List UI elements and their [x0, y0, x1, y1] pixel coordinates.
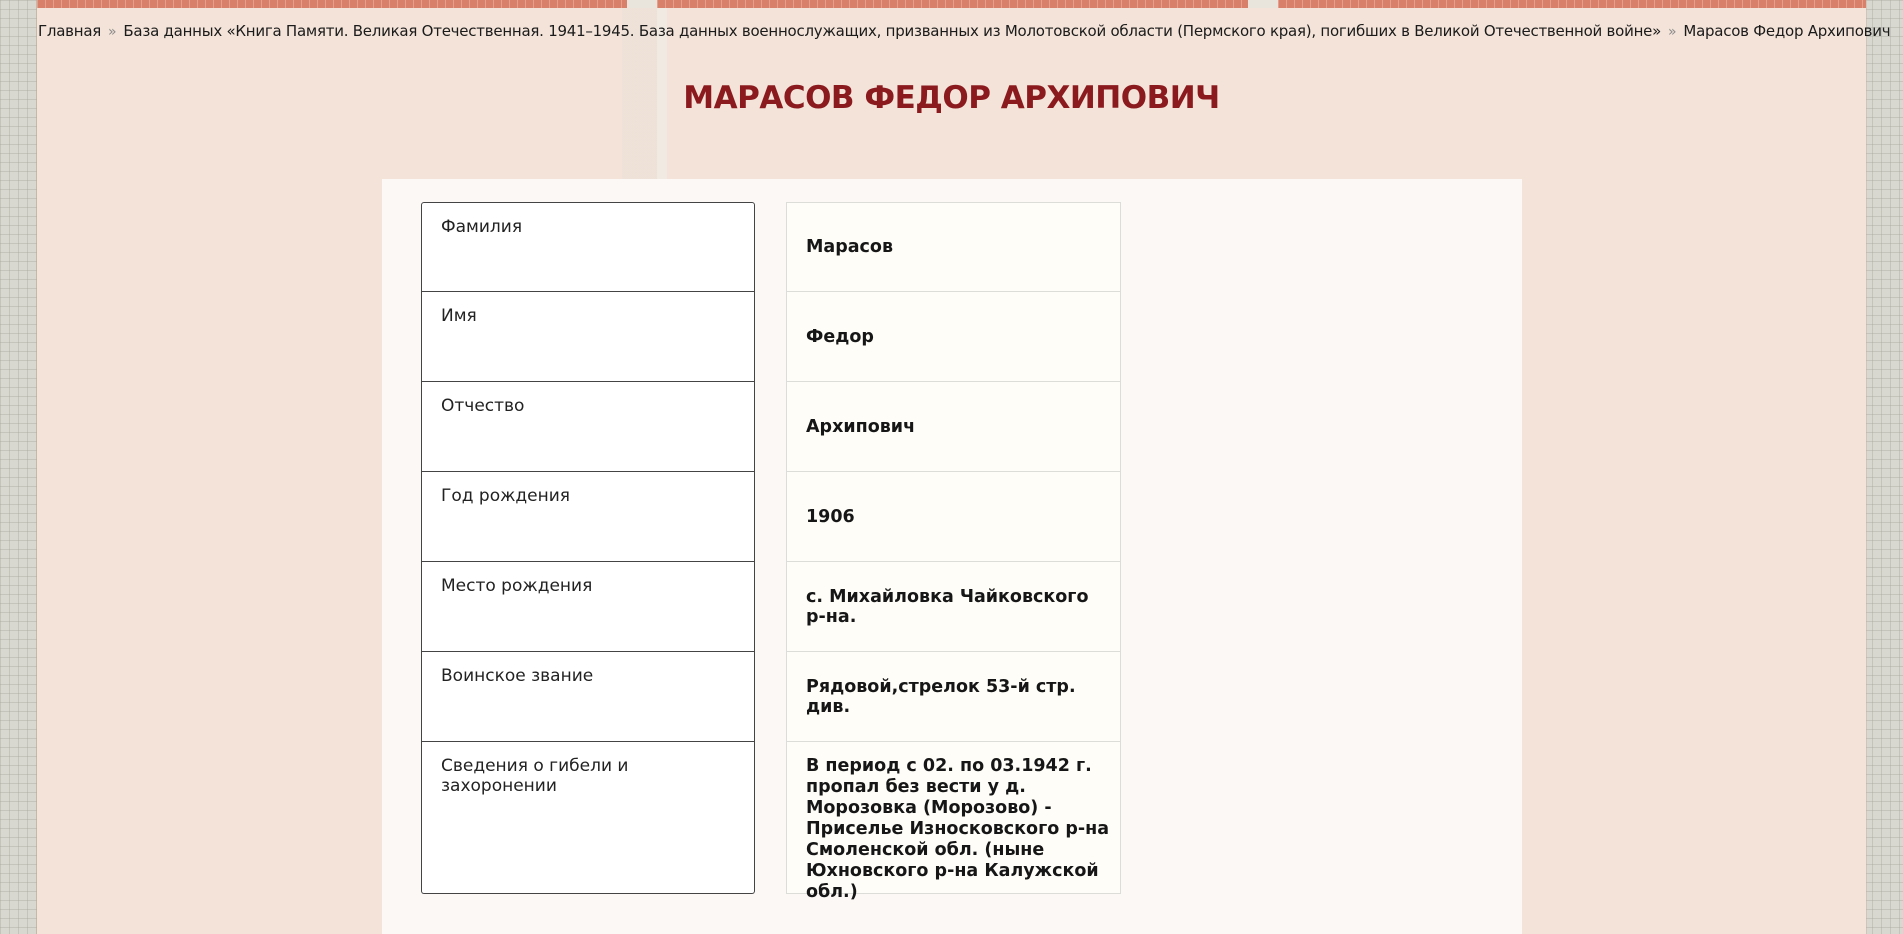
- field-value: Федор: [786, 292, 1121, 382]
- decorative-top-strip: [37, 0, 1866, 8]
- breadcrumb-separator: »: [108, 24, 117, 40]
- record-row-patronymic: [421, 382, 1121, 472]
- record-row-name: [421, 292, 1121, 382]
- record-panel: [382, 179, 1522, 934]
- record-row-surname: [421, 202, 1121, 292]
- field-label: Сведения о гибели и захоронении: [421, 742, 755, 894]
- field-label: Воинское звание: [421, 652, 755, 742]
- field-value: Архипович: [786, 382, 1121, 472]
- field-label: Фамилия: [421, 202, 755, 292]
- record-table: [421, 202, 1121, 902]
- field-label: Место рождения: [421, 562, 755, 652]
- field-value: В период с 02. по 03.1942 г. пропал без вести у д. Морозовка (Морозово) - Приселье Износковского р-на Смоленской обл. (ныне Юхновского р-на Калужской обл.): [786, 742, 1121, 894]
- breadcrumb: [38, 22, 1890, 40]
- page-title: МАРАСОВ ФЕДОР АРХИПОВИЧ: [683, 80, 1220, 116]
- field-label: Имя: [421, 292, 755, 382]
- breadcrumb-home-link[interactable]: Главная: [38, 22, 102, 40]
- record-row-rank: [421, 652, 1121, 742]
- breadcrumb-database-link[interactable]: База данных «Книга Памяти. Великая Отечественная. 1941–1945. База данных военнослужащих, призванных из Молотовской области (Пермского края), погибших в Великой Отечественной войне»: [123, 22, 1662, 40]
- field-value: Марасов: [786, 202, 1121, 292]
- field-value: Рядовой,стрелок 53-й стр. див.: [786, 652, 1121, 742]
- field-label: Год рождения: [421, 472, 755, 562]
- breadcrumb-current: Марасов Федор Архипович: [1683, 22, 1891, 40]
- record-row-birth-year: [421, 472, 1121, 562]
- field-label: Отчество: [421, 382, 755, 472]
- record-row-death-info: [421, 742, 1121, 902]
- field-value: 1906: [786, 472, 1121, 562]
- record-row-birth-place: [421, 562, 1121, 652]
- field-value: с. Михайловка Чайковского р-на.: [786, 562, 1121, 652]
- breadcrumb-separator: »: [1668, 24, 1677, 40]
